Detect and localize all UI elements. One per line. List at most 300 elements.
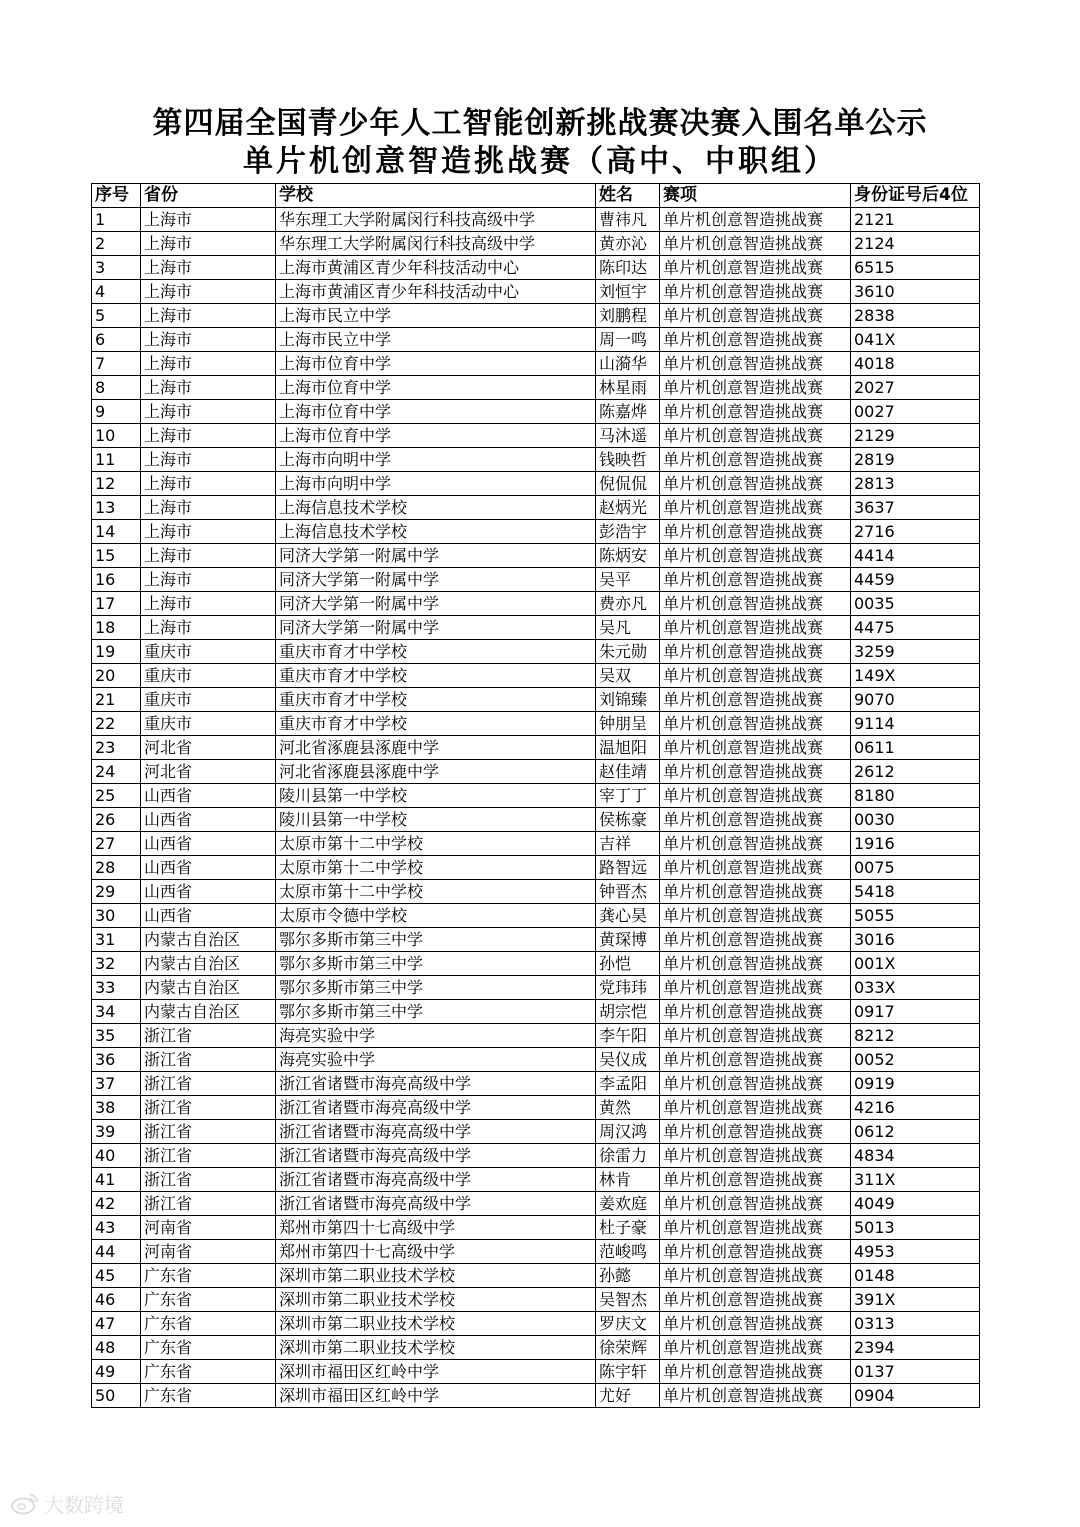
cell-id-suffix: 2813	[851, 472, 980, 496]
cell-no: 15	[92, 544, 141, 568]
cell-id-suffix: 0612	[851, 1120, 980, 1144]
cell-no: 13	[92, 496, 141, 520]
cell-name: 吴平	[596, 568, 660, 592]
cell-event: 单片机创意智造挑战赛	[660, 832, 851, 856]
cell-name: 李午阳	[596, 1024, 660, 1048]
cell-id-suffix: 5055	[851, 904, 980, 928]
cell-school: 重庆市育才中学校	[276, 688, 596, 712]
cell-school: 上海市位育中学	[276, 376, 596, 400]
cell-no: 41	[92, 1168, 141, 1192]
cell-school: 重庆市育才中学校	[276, 664, 596, 688]
header-cell-id-suffix: 身份证号后4位	[851, 184, 980, 208]
cell-school: 鄂尔多斯市第三中学	[276, 928, 596, 952]
table-row	[92, 808, 980, 832]
cell-no: 23	[92, 736, 141, 760]
cell-school: 上海市向明中学	[276, 448, 596, 472]
cell-no: 46	[92, 1288, 141, 1312]
cell-name: 胡宗恺	[596, 1000, 660, 1024]
cell-no: 6	[92, 328, 141, 352]
cell-school: 上海市位育中学	[276, 352, 596, 376]
cell-no: 44	[92, 1240, 141, 1264]
cell-province: 广东省	[141, 1336, 276, 1360]
cell-no: 50	[92, 1384, 141, 1408]
watermark-text: 大数跨境	[44, 1492, 124, 1517]
cell-name: 吉祥	[596, 832, 660, 856]
cell-province: 山西省	[141, 904, 276, 928]
table-row	[92, 688, 980, 712]
cell-name: 尤好	[596, 1384, 660, 1408]
cell-name: 姜欢庭	[596, 1192, 660, 1216]
cell-no: 27	[92, 832, 141, 856]
cell-name: 倪侃侃	[596, 472, 660, 496]
weibo-logo-icon	[10, 1491, 40, 1515]
cell-school: 郑州市第四十七高级中学	[276, 1240, 596, 1264]
cell-province: 内蒙古自治区	[141, 952, 276, 976]
cell-event: 单片机创意智造挑战赛	[660, 1336, 851, 1360]
cell-event: 单片机创意智造挑战赛	[660, 1288, 851, 1312]
table-row	[92, 1048, 980, 1072]
table-row	[92, 328, 980, 352]
cell-name: 钟晋杰	[596, 880, 660, 904]
cell-event: 单片机创意智造挑战赛	[660, 1312, 851, 1336]
header-cell-no: 序号	[92, 184, 141, 208]
cell-province: 上海市	[141, 280, 276, 304]
table-body	[92, 208, 980, 1408]
cell-event: 单片机创意智造挑战赛	[660, 280, 851, 304]
cell-id-suffix: 311X	[851, 1168, 980, 1192]
cell-name: 徐荣辉	[596, 1336, 660, 1360]
table-row	[92, 1360, 980, 1384]
cell-name: 徐雷力	[596, 1144, 660, 1168]
cell-name: 刘鹏程	[596, 304, 660, 328]
cell-no: 12	[92, 472, 141, 496]
cell-school: 同济大学第一附属中学	[276, 568, 596, 592]
table-row	[92, 1240, 980, 1264]
cell-name: 赵佳靖	[596, 760, 660, 784]
cell-province: 重庆市	[141, 688, 276, 712]
cell-school: 华东理工大学附属闵行科技高级中学	[276, 208, 596, 232]
table-row	[92, 976, 980, 1000]
cell-province: 上海市	[141, 208, 276, 232]
table-row	[92, 832, 980, 856]
cell-province: 浙江省	[141, 1120, 276, 1144]
cell-no: 33	[92, 976, 141, 1000]
cell-name: 赵炳光	[596, 496, 660, 520]
cell-province: 内蒙古自治区	[141, 976, 276, 1000]
cell-province: 上海市	[141, 448, 276, 472]
cell-province: 河北省	[141, 736, 276, 760]
cell-no: 17	[92, 592, 141, 616]
cell-id-suffix: 391X	[851, 1288, 980, 1312]
cell-id-suffix: 001X	[851, 952, 980, 976]
cell-event: 单片机创意智造挑战赛	[660, 760, 851, 784]
table-header-row	[92, 184, 980, 208]
cell-school: 深圳市第二职业技术学校	[276, 1288, 596, 1312]
table-row	[92, 1288, 980, 1312]
table-row	[92, 544, 980, 568]
cell-id-suffix: 9114	[851, 712, 980, 736]
cell-no: 34	[92, 1000, 141, 1024]
cell-event: 单片机创意智造挑战赛	[660, 328, 851, 352]
table-row	[92, 472, 980, 496]
cell-event: 单片机创意智造挑战赛	[660, 400, 851, 424]
cell-school: 浙江省诸暨市海亮高级中学	[276, 1168, 596, 1192]
cell-id-suffix: 3610	[851, 280, 980, 304]
table-row	[92, 1120, 980, 1144]
cell-id-suffix: 4953	[851, 1240, 980, 1264]
cell-event: 单片机创意智造挑战赛	[660, 472, 851, 496]
cell-id-suffix: 4459	[851, 568, 980, 592]
cell-no: 37	[92, 1072, 141, 1096]
cell-name: 杜子豪	[596, 1216, 660, 1240]
cell-event: 单片机创意智造挑战赛	[660, 448, 851, 472]
cell-province: 上海市	[141, 496, 276, 520]
cell-province: 浙江省	[141, 1096, 276, 1120]
cell-school: 太原市第十二中学校	[276, 856, 596, 880]
cell-event: 单片机创意智造挑战赛	[660, 1384, 851, 1408]
cell-school: 太原市第十二中学校	[276, 880, 596, 904]
cell-event: 单片机创意智造挑战赛	[660, 256, 851, 280]
table-row	[92, 280, 980, 304]
cell-id-suffix: 2394	[851, 1336, 980, 1360]
cell-school: 鄂尔多斯市第三中学	[276, 952, 596, 976]
cell-id-suffix: 2129	[851, 424, 980, 448]
cell-province: 内蒙古自治区	[141, 928, 276, 952]
cell-no: 20	[92, 664, 141, 688]
table-row	[92, 664, 980, 688]
cell-event: 单片机创意智造挑战赛	[660, 664, 851, 688]
table-row	[92, 880, 980, 904]
cell-name: 林星雨	[596, 376, 660, 400]
cell-event: 单片机创意智造挑战赛	[660, 1000, 851, 1024]
table-row	[92, 760, 980, 784]
cell-school: 深圳市福田区红岭中学	[276, 1384, 596, 1408]
cell-province: 重庆市	[141, 712, 276, 736]
table-row	[92, 952, 980, 976]
cell-event: 单片机创意智造挑战赛	[660, 520, 851, 544]
table-row	[92, 1336, 980, 1360]
header-cell-school: 学校	[276, 184, 596, 208]
cell-school: 上海信息技术学校	[276, 520, 596, 544]
table-row	[92, 1216, 980, 1240]
cell-name: 孙恺	[596, 952, 660, 976]
cell-no: 3	[92, 256, 141, 280]
table-row	[92, 232, 980, 256]
table-row	[92, 592, 980, 616]
cell-id-suffix: 5013	[851, 1216, 980, 1240]
cell-no: 42	[92, 1192, 141, 1216]
cell-school: 浙江省诸暨市海亮高级中学	[276, 1144, 596, 1168]
cell-event: 单片机创意智造挑战赛	[660, 1144, 851, 1168]
cell-name: 山漪华	[596, 352, 660, 376]
cell-event: 单片机创意智造挑战赛	[660, 1048, 851, 1072]
table-row	[92, 712, 980, 736]
cell-no: 4	[92, 280, 141, 304]
cell-school: 浙江省诸暨市海亮高级中学	[276, 1120, 596, 1144]
cell-province: 上海市	[141, 424, 276, 448]
table-row	[92, 1168, 980, 1192]
cell-event: 单片机创意智造挑战赛	[660, 880, 851, 904]
watermark	[10, 1488, 124, 1518]
cell-no: 32	[92, 952, 141, 976]
table-row	[92, 424, 980, 448]
cell-no: 5	[92, 304, 141, 328]
cell-school: 河北省涿鹿县涿鹿中学	[276, 760, 596, 784]
cell-school: 浙江省诸暨市海亮高级中学	[276, 1072, 596, 1096]
cell-no: 24	[92, 760, 141, 784]
cell-id-suffix: 0035	[851, 592, 980, 616]
cell-school: 鄂尔多斯市第三中学	[276, 976, 596, 1000]
cell-event: 单片机创意智造挑战赛	[660, 904, 851, 928]
cell-no: 48	[92, 1336, 141, 1360]
cell-event: 单片机创意智造挑战赛	[660, 352, 851, 376]
cell-event: 单片机创意智造挑战赛	[660, 808, 851, 832]
header-cell-name: 姓名	[596, 184, 660, 208]
cell-province: 上海市	[141, 544, 276, 568]
cell-school: 上海市民立中学	[276, 304, 596, 328]
cell-event: 单片机创意智造挑战赛	[660, 232, 851, 256]
table-row	[92, 520, 980, 544]
table-row	[92, 1312, 980, 1336]
cell-no: 36	[92, 1048, 141, 1072]
cell-name: 温旭阳	[596, 736, 660, 760]
cell-school: 同济大学第一附属中学	[276, 592, 596, 616]
cell-event: 单片机创意智造挑战赛	[660, 592, 851, 616]
cell-province: 山西省	[141, 856, 276, 880]
cell-event: 单片机创意智造挑战赛	[660, 712, 851, 736]
cell-id-suffix: 2124	[851, 232, 980, 256]
table-row	[92, 1384, 980, 1408]
cell-province: 上海市	[141, 232, 276, 256]
cell-name: 吴智杰	[596, 1288, 660, 1312]
cell-school: 陵川县第一中学校	[276, 784, 596, 808]
cell-school: 华东理工大学附属闵行科技高级中学	[276, 232, 596, 256]
cell-name: 范峻鸣	[596, 1240, 660, 1264]
cell-name: 费亦凡	[596, 592, 660, 616]
cell-no: 40	[92, 1144, 141, 1168]
cell-id-suffix: 2612	[851, 760, 980, 784]
cell-id-suffix: 4834	[851, 1144, 980, 1168]
cell-event: 单片机创意智造挑战赛	[660, 1360, 851, 1384]
cell-school: 同济大学第一附属中学	[276, 544, 596, 568]
cell-name: 李孟阳	[596, 1072, 660, 1096]
cell-school: 浙江省诸暨市海亮高级中学	[276, 1096, 596, 1120]
cell-id-suffix: 149X	[851, 664, 980, 688]
cell-id-suffix: 8212	[851, 1024, 980, 1048]
table-row	[92, 1000, 980, 1024]
cell-name: 马沐遥	[596, 424, 660, 448]
table-row	[92, 352, 980, 376]
cell-id-suffix: 0611	[851, 736, 980, 760]
cell-school: 上海市黄浦区青少年科技活动中心	[276, 280, 596, 304]
cell-event: 单片机创意智造挑战赛	[660, 928, 851, 952]
cell-no: 16	[92, 568, 141, 592]
cell-school: 重庆市育才中学校	[276, 712, 596, 736]
cell-name: 刘锦臻	[596, 688, 660, 712]
cell-id-suffix: 2027	[851, 376, 980, 400]
cell-no: 30	[92, 904, 141, 928]
table-row	[92, 256, 980, 280]
cell-school: 深圳市第二职业技术学校	[276, 1336, 596, 1360]
cell-province: 重庆市	[141, 640, 276, 664]
cell-name: 龚心昊	[596, 904, 660, 928]
page-subtitle: 单片机创意智造挑战赛（高中、中职组）	[243, 144, 837, 179]
cell-event: 单片机创意智造挑战赛	[660, 784, 851, 808]
cell-province: 河南省	[141, 1216, 276, 1240]
table-row	[92, 784, 980, 808]
cell-province: 上海市	[141, 256, 276, 280]
cell-event: 单片机创意智造挑战赛	[660, 1072, 851, 1096]
cell-id-suffix: 4475	[851, 616, 980, 640]
cell-province: 广东省	[141, 1312, 276, 1336]
cell-no: 45	[92, 1264, 141, 1288]
cell-no: 22	[92, 712, 141, 736]
cell-event: 单片机创意智造挑战赛	[660, 736, 851, 760]
cell-event: 单片机创意智造挑战赛	[660, 1120, 851, 1144]
cell-id-suffix: 0075	[851, 856, 980, 880]
cell-province: 上海市	[141, 304, 276, 328]
cell-name: 林肯	[596, 1168, 660, 1192]
cell-name: 党玮玮	[596, 976, 660, 1000]
cell-event: 单片机创意智造挑战赛	[660, 424, 851, 448]
cell-province: 广东省	[141, 1360, 276, 1384]
table-row	[92, 448, 980, 472]
cell-no: 49	[92, 1360, 141, 1384]
cell-school: 深圳市福田区红岭中学	[276, 1360, 596, 1384]
cell-name: 陈印达	[596, 256, 660, 280]
cell-id-suffix: 2838	[851, 304, 980, 328]
cell-no: 29	[92, 880, 141, 904]
cell-province: 上海市	[141, 352, 276, 376]
cell-event: 单片机创意智造挑战赛	[660, 952, 851, 976]
cell-no: 43	[92, 1216, 141, 1240]
finalist-table	[91, 183, 980, 1408]
cell-id-suffix: 3016	[851, 928, 980, 952]
cell-school: 陵川县第一中学校	[276, 808, 596, 832]
cell-event: 单片机创意智造挑战赛	[660, 304, 851, 328]
cell-event: 单片机创意智造挑战赛	[660, 544, 851, 568]
cell-id-suffix: 4414	[851, 544, 980, 568]
cell-id-suffix: 0052	[851, 1048, 980, 1072]
page-title: 第四届全国青少年人工智能创新挑战赛决赛入围名单公示	[152, 106, 928, 141]
cell-province: 山西省	[141, 808, 276, 832]
cell-province: 浙江省	[141, 1048, 276, 1072]
cell-name: 陈嘉烨	[596, 400, 660, 424]
cell-id-suffix: 4018	[851, 352, 980, 376]
cell-event: 单片机创意智造挑战赛	[660, 976, 851, 1000]
cell-province: 浙江省	[141, 1024, 276, 1048]
cell-province: 浙江省	[141, 1168, 276, 1192]
cell-province: 广东省	[141, 1264, 276, 1288]
cell-event: 单片机创意智造挑战赛	[660, 1240, 851, 1264]
cell-no: 47	[92, 1312, 141, 1336]
cell-name: 周一鸣	[596, 328, 660, 352]
cell-no: 28	[92, 856, 141, 880]
cell-event: 单片机创意智造挑战赛	[660, 616, 851, 640]
cell-province: 浙江省	[141, 1072, 276, 1096]
cell-event: 单片机创意智造挑战赛	[660, 568, 851, 592]
cell-name: 钟朋呈	[596, 712, 660, 736]
cell-province: 广东省	[141, 1288, 276, 1312]
cell-province: 上海市	[141, 472, 276, 496]
cell-province: 山西省	[141, 832, 276, 856]
table-row	[92, 904, 980, 928]
header-cell-event: 赛项	[660, 184, 851, 208]
cell-id-suffix: 0148	[851, 1264, 980, 1288]
cell-name: 陈宇轩	[596, 1360, 660, 1384]
cell-event: 单片机创意智造挑战赛	[660, 640, 851, 664]
cell-id-suffix: 0027	[851, 400, 980, 424]
cell-name: 钱映哲	[596, 448, 660, 472]
cell-school: 重庆市育才中学校	[276, 640, 596, 664]
cell-school: 上海信息技术学校	[276, 496, 596, 520]
cell-name: 侯栋豪	[596, 808, 660, 832]
cell-province: 上海市	[141, 520, 276, 544]
cell-no: 31	[92, 928, 141, 952]
cell-no: 10	[92, 424, 141, 448]
cell-name: 彭浩宇	[596, 520, 660, 544]
cell-name: 罗庆文	[596, 1312, 660, 1336]
cell-school: 深圳市第二职业技术学校	[276, 1312, 596, 1336]
cell-event: 单片机创意智造挑战赛	[660, 1168, 851, 1192]
cell-event: 单片机创意智造挑战赛	[660, 1024, 851, 1048]
cell-name: 曹祎凡	[596, 208, 660, 232]
cell-no: 21	[92, 688, 141, 712]
cell-id-suffix: 0313	[851, 1312, 980, 1336]
cell-id-suffix: 033X	[851, 976, 980, 1000]
cell-event: 单片机创意智造挑战赛	[660, 376, 851, 400]
cell-id-suffix: 0137	[851, 1360, 980, 1384]
table-row	[92, 568, 980, 592]
cell-id-suffix: 8180	[851, 784, 980, 808]
cell-no: 38	[92, 1096, 141, 1120]
table-row	[92, 640, 980, 664]
cell-name: 宰丁丁	[596, 784, 660, 808]
cell-school: 太原市第十二中学校	[276, 832, 596, 856]
cell-no: 2	[92, 232, 141, 256]
table-row	[92, 1072, 980, 1096]
cell-id-suffix: 9070	[851, 688, 980, 712]
cell-school: 郑州市第四十七高级中学	[276, 1216, 596, 1240]
cell-province: 浙江省	[141, 1192, 276, 1216]
cell-province: 广东省	[141, 1384, 276, 1408]
cell-name: 路智远	[596, 856, 660, 880]
table-row	[92, 496, 980, 520]
cell-event: 单片机创意智造挑战赛	[660, 688, 851, 712]
cell-no: 39	[92, 1120, 141, 1144]
table-row	[92, 400, 980, 424]
cell-id-suffix: 1916	[851, 832, 980, 856]
cell-name: 周汉鸿	[596, 1120, 660, 1144]
cell-province: 上海市	[141, 592, 276, 616]
table-row	[92, 1264, 980, 1288]
table-row	[92, 616, 980, 640]
cell-no: 14	[92, 520, 141, 544]
cell-school: 鄂尔多斯市第三中学	[276, 1000, 596, 1024]
cell-id-suffix: 4216	[851, 1096, 980, 1120]
cell-province: 上海市	[141, 616, 276, 640]
cell-no: 7	[92, 352, 141, 376]
cell-event: 单片机创意智造挑战赛	[660, 1264, 851, 1288]
cell-event: 单片机创意智造挑战赛	[660, 856, 851, 880]
cell-name: 朱元勋	[596, 640, 660, 664]
cell-id-suffix: 041X	[851, 328, 980, 352]
cell-id-suffix: 4049	[851, 1192, 980, 1216]
cell-school: 上海市位育中学	[276, 424, 596, 448]
table-row	[92, 928, 980, 952]
cell-no: 18	[92, 616, 141, 640]
table-row	[92, 376, 980, 400]
